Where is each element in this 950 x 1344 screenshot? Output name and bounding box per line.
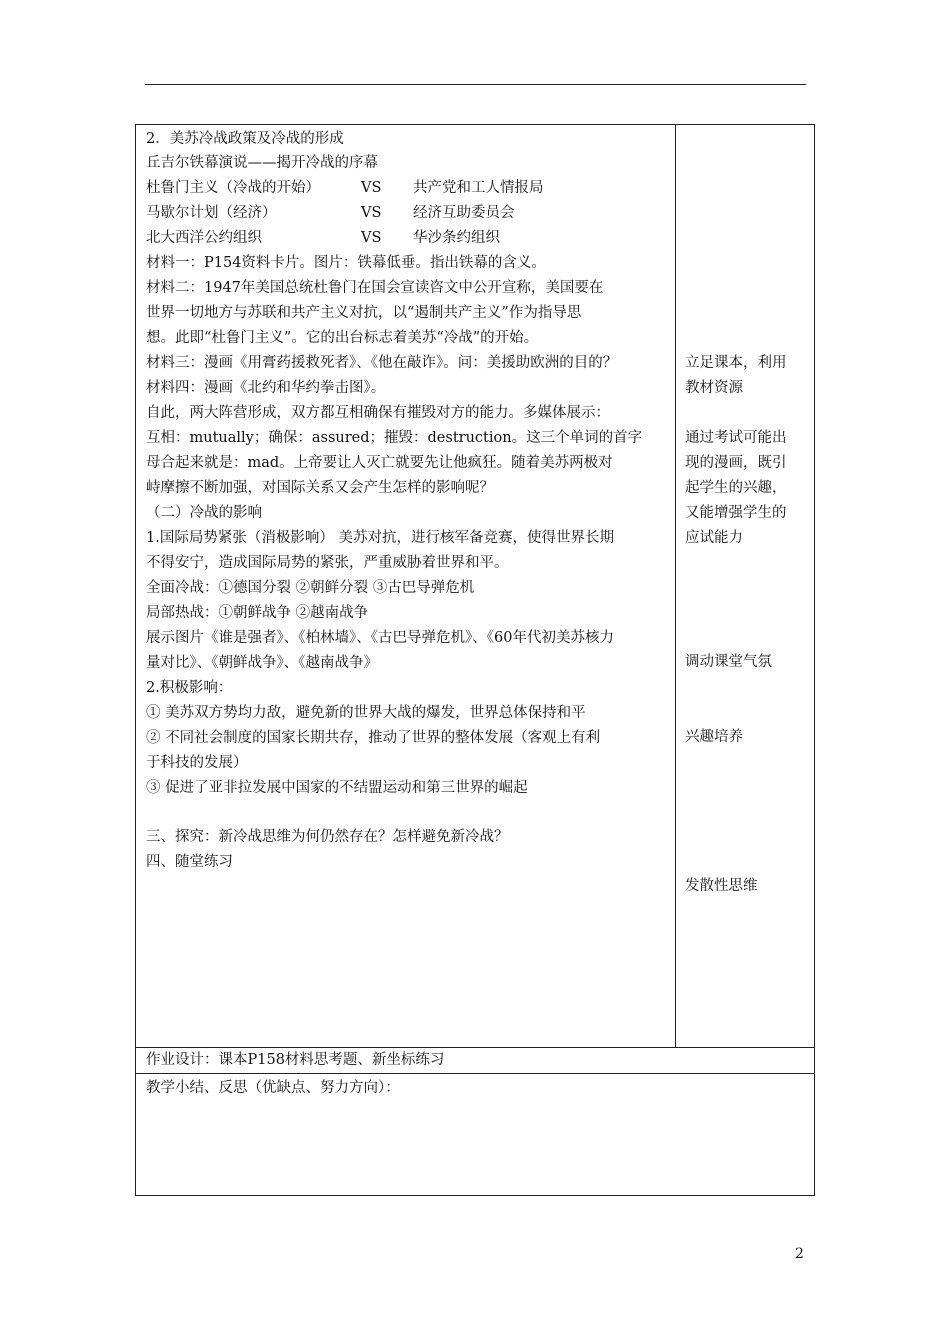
content-line: 丘吉尔铁幕演说——揭开冷战的序幕: [146, 155, 378, 171]
content-line: ① 美苏双方势均力敌，避免新的世界大战的爆发，世界总体保持和平: [146, 705, 586, 721]
homework-text: 作业设计：课本P158材料思考题、新坐标练习: [146, 1052, 445, 1068]
content-line: 材料四：漫画《北约和华约拳击图》。: [146, 380, 386, 396]
summary-text: 教学小结、反思（优缺点、努力方向）：: [146, 1080, 400, 1096]
content-line: 材料三：漫画《用膏药援救死者》、《他在敲诈》。问：美援助欧洲的目的？: [146, 355, 618, 371]
page-number: 2: [795, 1246, 804, 1262]
content-line: 量对比》、《朝鲜战争》、《越南战争》: [146, 655, 378, 671]
content-line: 材料二：1947年美国总统杜鲁门在国会宣读咨文中公开宣称，美国要在: [146, 280, 604, 296]
side-note: 现的漫画，既引: [685, 455, 787, 471]
content-line: 2.积极影响：: [146, 680, 233, 696]
side-note: 兴趣培养: [685, 729, 743, 745]
vs-right: 共产党和工人情报局: [413, 180, 544, 196]
content-line: 想。此即“杜鲁门主义”。它的出台标志着美苏“冷战”的开始。: [146, 330, 539, 346]
vs-row: [146, 178, 666, 198]
section-heading: 三、探究：新冷战思维为何仍然存在？怎样避免新冷战？: [146, 829, 509, 845]
content-line: 世界一切地方与苏联和共产主义对抗，以“遏制共产主义”作为指导思: [146, 305, 582, 321]
side-note: 通过考试可能出: [685, 430, 787, 446]
content-line: 1.国际局势紧张（消极影响） 美苏对抗，进行核军备竞赛，使得世界长期: [146, 530, 614, 546]
content-line: 材料一：P154资料卡片。图片：铁幕低垂。指出铁幕的含义。: [146, 255, 546, 271]
content-line: 不得安宁，造成国际局势的紧张，严重威胁着世界和平。: [146, 555, 509, 571]
vs-left: 北大西洋公约组织: [146, 230, 262, 246]
content-line: 峙摩擦不断加强，对国际关系又会产生怎样的影响呢？: [146, 480, 494, 496]
vs-right: 华沙条约组织: [413, 230, 500, 246]
vs-label: VS: [361, 205, 382, 221]
header-rule: [145, 84, 806, 85]
content-line: 母合起来就是：mad。上帝要让人灭亡就要先让他疯狂。随着美苏两极对: [146, 455, 613, 471]
teaching-content-cell: [136, 125, 676, 1047]
vs-row: [146, 228, 666, 248]
lesson-plan-table: [135, 124, 815, 1196]
vs-row: [146, 203, 666, 223]
vs-right: 经济互助委员会: [413, 205, 515, 221]
content-line: ③ 促进了亚非拉发展中国家的不结盟运动和第三世界的崛起: [146, 780, 528, 796]
content-line: 于科技的发展）: [146, 755, 248, 771]
design-intent-cell: [676, 125, 814, 1047]
content-line: 全面冷战：①德国分裂 ②朝鲜分裂 ③古巴导弹危机: [146, 580, 475, 596]
section-heading: 四、随堂练习: [146, 854, 233, 870]
side-note: 发散性思维: [685, 878, 758, 894]
content-line: 互相：mutually；确保：assured；摧毁：destruction。这三个单词的首字: [146, 430, 643, 446]
content-line: 展示图片《谁是强者》、《柏林墙》、《古巴导弹危机》、《60年代初美苏核力: [146, 630, 614, 646]
section-heading: 2．美苏冷战政策及冷战的形成: [146, 131, 344, 147]
homework-row: [136, 1047, 814, 1073]
side-note: 起学生的兴趣，: [685, 480, 787, 496]
content-line: 局部热战：①朝鲜战争 ②越南战争: [146, 605, 369, 621]
vs-label: VS: [361, 230, 382, 246]
content-line: ② 不同社会制度的国家长期共存，推动了世界的整体发展（客观上有利: [146, 730, 601, 746]
side-note: 又能增强学生的: [685, 505, 787, 521]
side-note: 应试能力: [685, 530, 743, 546]
vs-label: VS: [361, 180, 382, 196]
vs-left: 马歇尔计划（经济）: [146, 205, 277, 221]
side-note: 立足课本，利用: [685, 355, 787, 371]
side-note: 教材资源: [685, 380, 743, 396]
side-note: 调动课堂气氛: [685, 654, 772, 670]
vs-left: 杜鲁门主义（冷战的开始）: [146, 180, 320, 196]
subsection-heading: （二）冷战的影响: [146, 505, 262, 521]
content-line: 自此，两大阵营形成，双方都互相确保有摧毁对方的能力。多媒体展示：: [146, 405, 610, 421]
summary-row: [136, 1073, 814, 1195]
